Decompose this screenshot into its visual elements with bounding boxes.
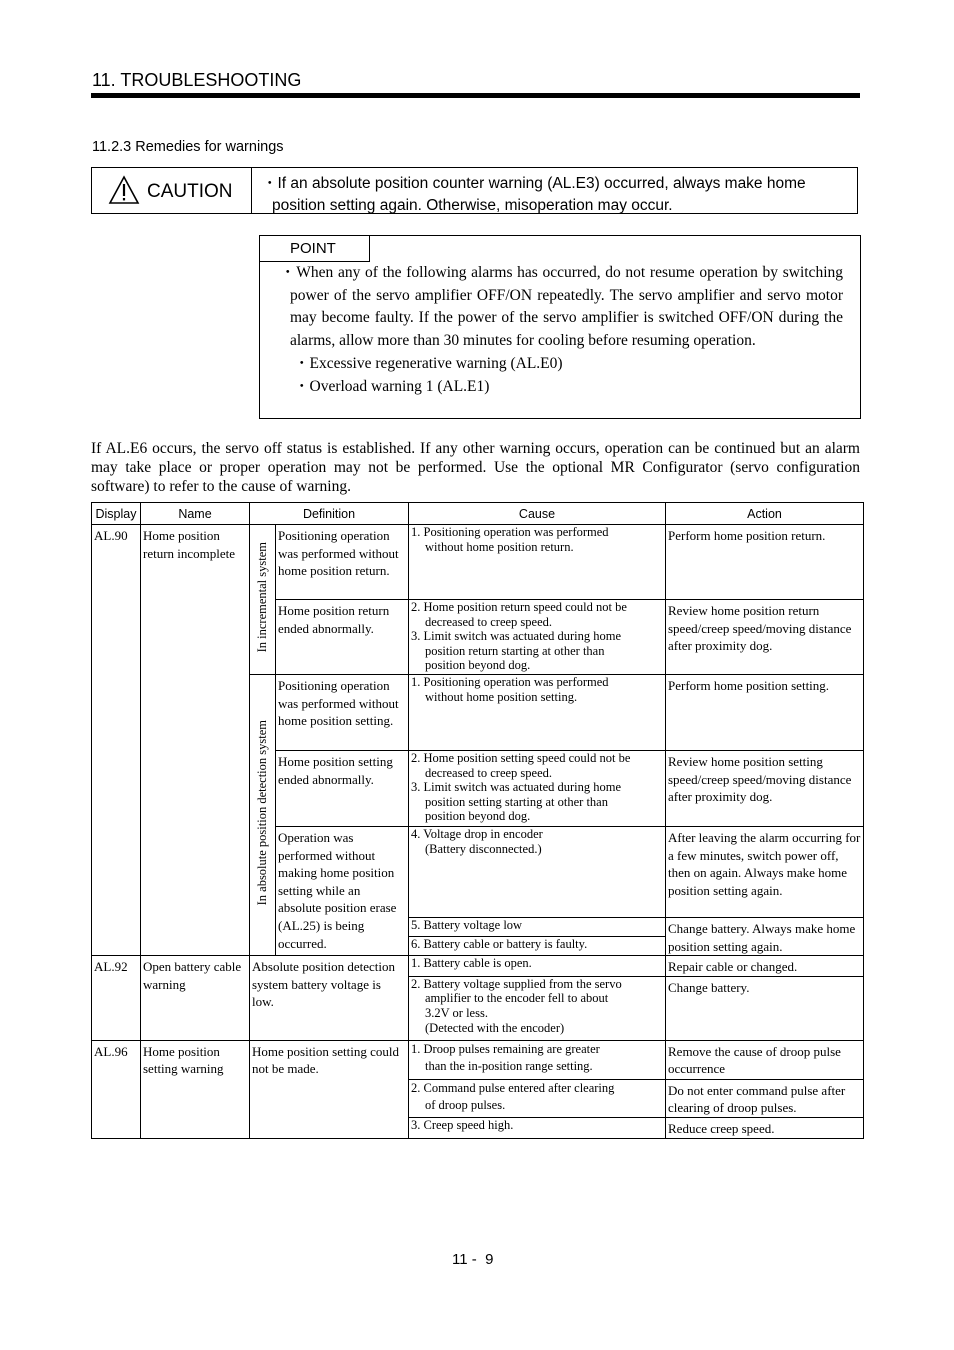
- warning-triangle-icon: [108, 175, 140, 205]
- definition-cell: Positioning operation was performed without home position setting.: [276, 675, 409, 751]
- point-box: [259, 235, 861, 419]
- header-name: Name: [141, 503, 250, 525]
- action-cell: Change battery.: [666, 976, 864, 1040]
- definition-cell: Operation was performed without making home position setting while an absolute position erase (AL.25) is being occurred.: [276, 827, 409, 956]
- definition-cell: Home position setting could not be made.: [250, 1040, 409, 1138]
- caution-line: ・If an absolute position counter warning (AL.E3) occurred, always make home: [262, 175, 806, 192]
- action-cell: Review home position return speed/creep speed/moving distance after proximity dog.: [666, 600, 864, 675]
- name-cell: Open battery cable warning: [141, 956, 250, 1041]
- action-cell: Do not enter command pulse after clearing of droop pulses.: [666, 1079, 864, 1117]
- cause-line: position beyond dog.: [425, 809, 531, 824]
- cause-line: position return starting at other than: [425, 643, 605, 658]
- caution-label: CAUTION: [147, 181, 233, 202]
- table-header-row: [92, 503, 864, 525]
- definition-cell: Home position return ended abnormally.: [276, 600, 409, 675]
- cause-line: position beyond dog.: [425, 658, 531, 673]
- caution-header: [92, 168, 252, 213]
- cause-line: without home position setting.: [425, 689, 578, 704]
- group-absolute: [250, 675, 276, 956]
- cause-line: amplifier to the encoder fell to about: [425, 991, 609, 1006]
- cause-line: 2. Home position setting speed could not be: [411, 751, 631, 765]
- chapter-title: 11. TROUBLESHOOTING: [92, 70, 302, 90]
- cause-line: 2. Command pulse entered after clearing: [411, 1080, 615, 1095]
- cause-cell: [409, 600, 666, 675]
- action-cell: Perform home position setting.: [666, 675, 864, 751]
- definition-cell: Positioning operation was performed without home position return.: [276, 525, 409, 600]
- caution-box: [91, 167, 858, 214]
- display-cell: AL.90: [92, 525, 141, 956]
- cause-cell: 5. Battery voltage low: [409, 918, 666, 937]
- display-cell: AL.96: [92, 1040, 141, 1138]
- cause-line: 2. Home position return speed could not be: [411, 600, 627, 614]
- cause-cell: 1. Battery cable is open.: [409, 956, 666, 977]
- intro-paragraph: If AL.E6 occurs, the servo off status is established. If any other warning occurs, operation can be continued but an alarm may take place or proper operation may not be performed. Use the optional MR Configurator (servo configuration software) to refer to the cause of warning.: [91, 440, 860, 495]
- action-cell: Review home position setting speed/creep speed/moving distance after proximity dog.: [666, 751, 864, 827]
- cause-line: 3.2V or less.: [425, 1005, 488, 1020]
- definition-cell: Absolute position detection system battery voltage is low.: [250, 956, 409, 1041]
- cause-line: decreased to creep speed.: [425, 614, 553, 629]
- point-item: ・Excessive regenerative warning (AL.E0): [294, 354, 563, 372]
- definition-cell: Home position setting ended abnormally.: [276, 751, 409, 827]
- table-row: [92, 525, 864, 600]
- cause-cell: [409, 675, 666, 751]
- cause-line: decreased to creep speed.: [425, 765, 553, 780]
- action-cell: After leaving the alarm occurring for a few minutes, switch power off, then on again. Always make home position setting again.: [666, 827, 864, 918]
- cause-cell: [409, 1040, 666, 1079]
- point-paragraph: ・When any of the following alarms has occurred, do not resume operation by switching power of the servo amplifier OFF/ON repeatedly. The servo amplifier and servo motor may become faulty. If the power of the servo amplifier is switched OFF/ON during the alarms, allow more than 30 minutes for cooling before resuming operation.: [280, 264, 843, 350]
- table-row: [92, 1040, 864, 1079]
- cause-cell: 6. Battery cable or battery is faulty.: [409, 936, 666, 956]
- cause-line: of droop pulses.: [425, 1097, 506, 1112]
- action-cell: Perform home position return.: [666, 525, 864, 600]
- point-label: POINT: [260, 236, 370, 262]
- header-definition: Definition: [250, 503, 409, 525]
- cause-cell: [409, 827, 666, 918]
- cause-line: (Battery disconnected.): [425, 841, 542, 856]
- cause-line: 3. Limit switch was actuated during home: [411, 780, 622, 795]
- cause-line: (Detected with the encoder): [425, 1020, 565, 1035]
- display-cell: AL.92: [92, 956, 141, 1041]
- cause-line: 2. Battery voltage supplied from the servo: [411, 976, 622, 991]
- cause-cell: [409, 976, 666, 1040]
- action-cell: Repair cable or changed.: [666, 956, 864, 977]
- cause-line: 1. Droop pulses remaining are greater: [411, 1041, 600, 1056]
- section-title: 11.2.3 Remedies for warnings: [92, 139, 284, 155]
- cause-cell: [409, 1079, 666, 1117]
- group-label: In absolute position detection system: [254, 720, 269, 906]
- chapter-rule: [91, 93, 860, 98]
- header-display: Display: [92, 503, 141, 525]
- action-cell: Reduce creep speed.: [666, 1117, 864, 1138]
- group-incremental: [250, 525, 276, 675]
- cause-cell: [409, 525, 666, 600]
- cause-line: 1. Positioning operation was performed: [411, 675, 609, 689]
- cause-cell: 3. Creep speed high.: [409, 1117, 666, 1138]
- header-action: Action: [666, 503, 864, 525]
- action-cell: Remove the cause of droop pulse occurrence: [666, 1040, 864, 1079]
- cause-cell: [409, 751, 666, 827]
- name-cell: Home position setting warning: [141, 1040, 250, 1138]
- cause-line: without home position return.: [425, 539, 574, 554]
- cause-line: position setting starting at other than: [425, 794, 608, 809]
- header-cause: Cause: [409, 503, 666, 525]
- warning-table: [91, 502, 864, 1139]
- caution-text: [262, 173, 852, 217]
- caution-line: position setting again. Otherwise, misoperation may occur.: [272, 197, 673, 214]
- cause-line: 1. Positioning operation was performed: [411, 525, 609, 539]
- point-text: [280, 262, 843, 398]
- name-cell: Home position return incomplete: [141, 525, 250, 956]
- point-item: ・Overload warning 1 (AL.E1): [294, 377, 490, 395]
- page-number: 11 - 9: [452, 1251, 494, 1268]
- table-row: [92, 956, 864, 977]
- group-label: In incremental system: [254, 542, 269, 653]
- cause-line: 4. Voltage drop in encoder: [411, 827, 543, 841]
- cause-line: than the in-position range setting.: [425, 1058, 593, 1073]
- action-cell: Change battery. Always make home position setting again.: [666, 918, 864, 956]
- cause-line: 3. Limit switch was actuated during home: [411, 629, 622, 644]
